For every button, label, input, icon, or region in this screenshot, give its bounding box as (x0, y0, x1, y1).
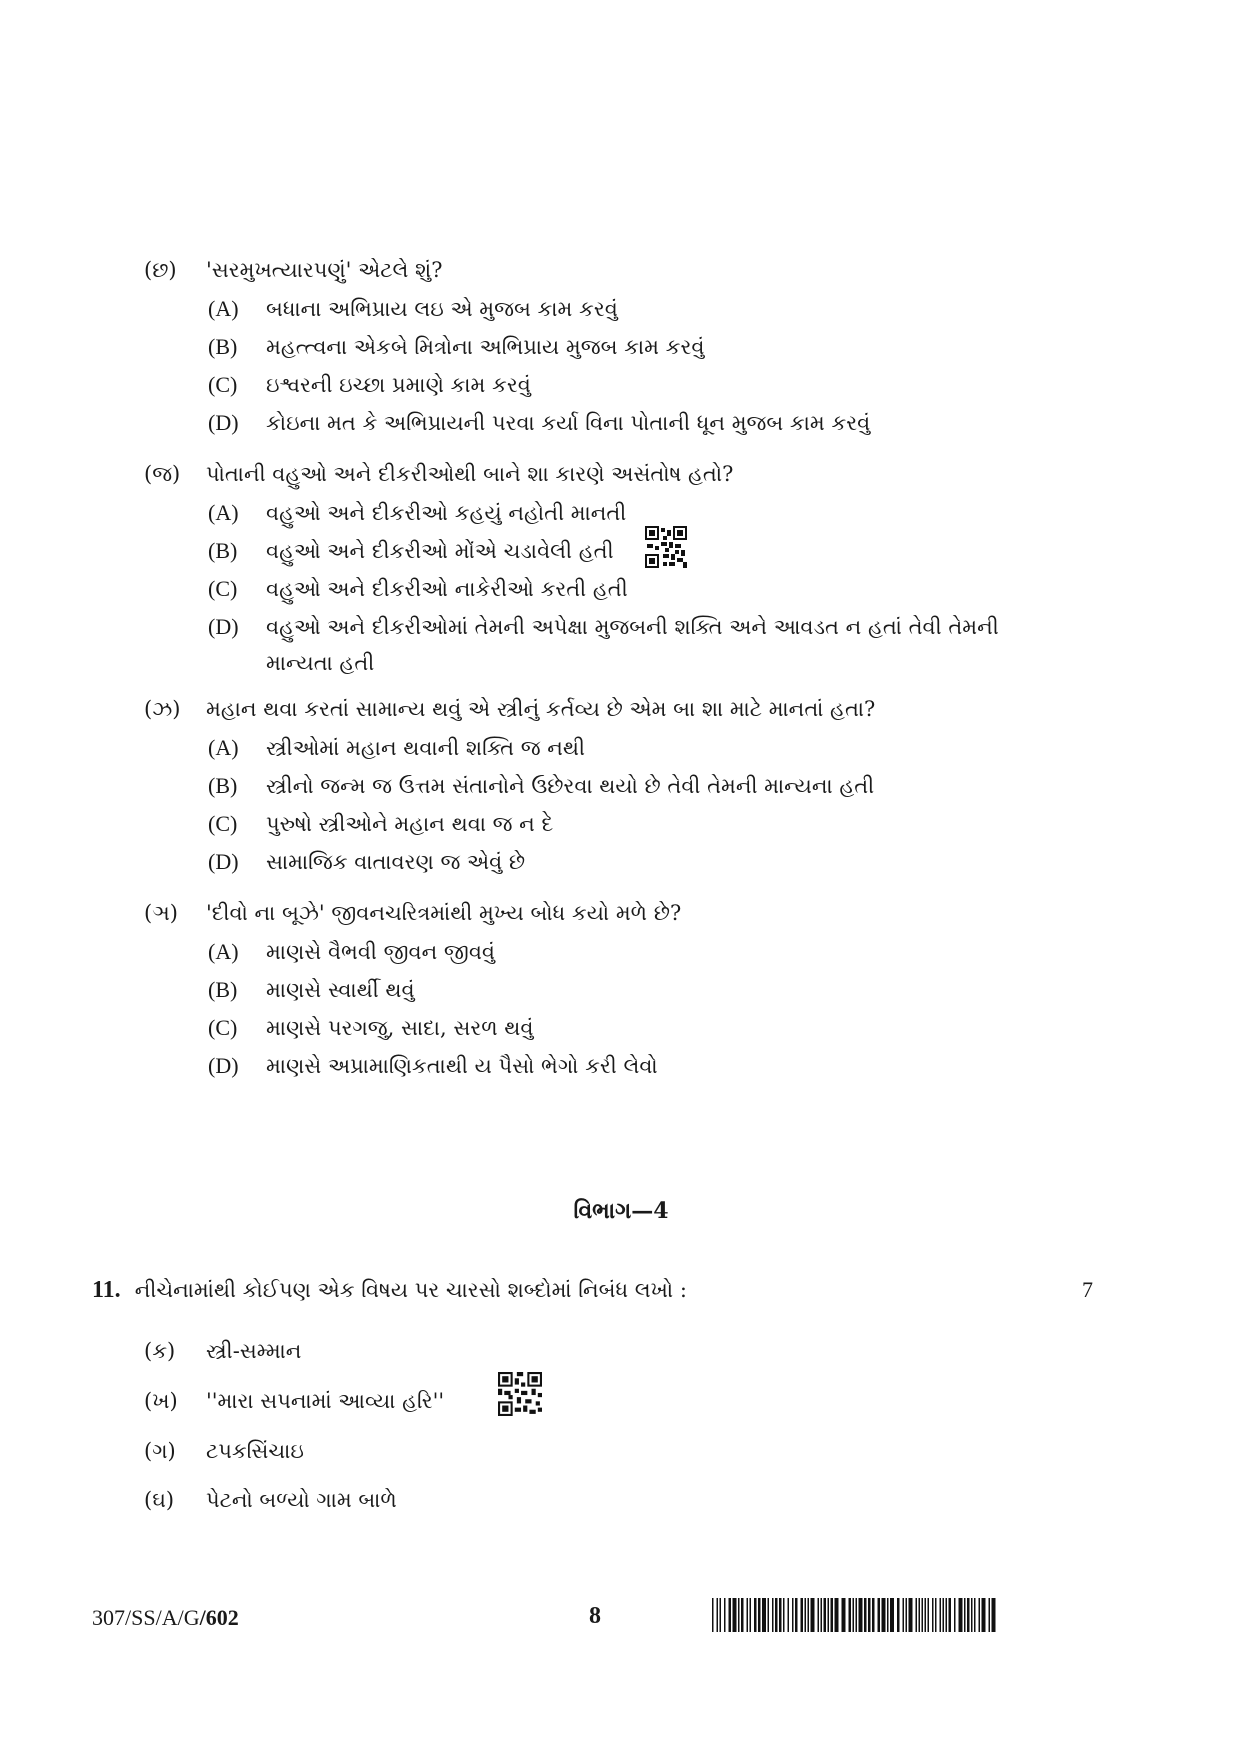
question-nya (144, 899, 681, 927)
option-label: (A) (208, 296, 239, 321)
topic-text: પેટનો બળ્યો ગામ બાળે (206, 1488, 397, 1512)
essay-topic (144, 1339, 301, 1364)
question-number: 11. (92, 1277, 121, 1303)
essay-topic (144, 1488, 397, 1513)
option-text: માણસે વૈભવી જીવન જીવવું (266, 940, 495, 964)
option-label: (A) (208, 939, 239, 964)
option-text: પુરુષો સ્ત્રીઓને મહાન થવા જ ન દે (266, 812, 554, 836)
barcode-icon (712, 1598, 998, 1632)
question-ja (144, 460, 733, 488)
option-text: માણસે અપ્રામાણિકતાથી ય પૈસો ભેગો કરી લેવો (266, 1054, 658, 1078)
question-text: પોતાની વહુઓ અને દીકરીઓથી બાને શા કારણે અસંતોષ હતો? (206, 462, 734, 486)
question-text: 'દીવો ના બૂઝે' જીવનચરિત્રમાંથી મુખ્ય બોધ કયો મળે છે? (206, 901, 682, 925)
section-heading: વિભાગ—4 (573, 1198, 669, 1224)
marks: 7 (1082, 1277, 1093, 1302)
option-text: સામાજિક વાતાવરણ જ એવું છે (266, 850, 526, 874)
option-text: વહુઓ અને દીકરીઓ નાકેરીઓ કરતી હતી (266, 577, 628, 601)
question-text: મહાન થવા કરતાં સામાન્ય થવું એ સ્ત્રીનું કર્તવ્ય છે એમ બા શા માટે માનતાં હતા? (206, 697, 876, 721)
question-11 (92, 1277, 687, 1304)
page-number: 8 (589, 1603, 601, 1629)
option-text: માણસે પરગજુ, સાદા, સરળ થવું (266, 1016, 534, 1040)
option-label: (C) (208, 372, 238, 397)
paper-code-suffix: /602 (199, 1605, 239, 1630)
option-label: (B) (208, 334, 238, 359)
topic-label: (ક) (144, 1339, 176, 1363)
topic-text: સ્ત્રી-સમ્માન (206, 1339, 302, 1363)
option-label: (C) (208, 576, 238, 601)
option-text: માણસે સ્વાર્થી થવું (266, 978, 415, 1002)
option-label: (D) (208, 849, 239, 874)
question-chh (144, 256, 442, 284)
option-text: મહત્ત્વના એકબે મિત્રોના અભિપ્રાય મુજબ કામ કરવું (266, 335, 705, 359)
question-text: 'સરમુખત્યારપણું' એટલે શું? (206, 258, 443, 282)
option-text: સ્ત્રીનો જન્મ જ ઉત્તમ સંતાનોને ઉછેરવા થયો છે તેવી તેમની માન્યના હતી (266, 774, 875, 798)
option-label: (B) (208, 538, 238, 563)
qr-code-icon (498, 1372, 542, 1416)
option-text: કોઇના મત કે અભિપ્રાયની પરવા કર્યા વિના પોતાની ધૂન મુજબ કામ કરવું (266, 411, 871, 435)
option-label: (D) (208, 614, 239, 639)
option-text: વહુઓ અને દીકરીઓ કહયું નહોતી માનતી (266, 501, 627, 525)
topic-label: (ઘ) (144, 1488, 175, 1512)
question-label: (જ) (144, 462, 181, 486)
option-text: સ્ત્રીઓમાં મહાન થવાની શક્તિ જ નથી (266, 736, 585, 760)
topic-label: (ખ) (144, 1389, 178, 1413)
option-label: (A) (208, 735, 239, 760)
essay-topic (144, 1439, 304, 1464)
essay-topic (144, 1389, 444, 1414)
question-label: (છ) (144, 258, 177, 282)
option-label: (B) (208, 977, 238, 1002)
question-label: (ઞ) (144, 901, 178, 925)
option-label: (C) (208, 1015, 238, 1040)
question-label: (ઝ) (144, 697, 181, 721)
option-label: (A) (208, 500, 239, 525)
question-jha (144, 695, 875, 723)
topic-label: (ગ) (144, 1439, 176, 1463)
option-label: (D) (208, 1053, 239, 1078)
option-label: (D) (208, 410, 239, 435)
paper-code-prefix: 307/SS/A/G (92, 1605, 200, 1630)
option-text: વહુઓ અને દીકરીઓ મોંએ ચડાવેલી હતી (266, 539, 614, 563)
qr-code-icon (645, 526, 687, 568)
option-label: (B) (208, 773, 238, 798)
option-label: (C) (208, 811, 238, 836)
option-text: વહુઓ અને દીકરીઓમાં તેમની અપેક્ષા મુજબની શક્તિ અને આવડત ન હતાં તેવી તેમની માન્યતા હતી (266, 615, 999, 675)
topic-text: ટપકસિંચાઇ (206, 1439, 304, 1463)
question-text: નીચેનામાંથી કોઈપણ એક વિષય પર ચારસો શબ્દોમાં નિબંધ લખો : (134, 1278, 687, 1302)
option-text: ઇશ્વરની ઇચ્છા પ્રમાણે કામ કરવું (266, 373, 531, 397)
option-text: બધાના અભિપ્રાય લઇ એ મુજબ કામ કરવું (266, 297, 618, 321)
topic-text: ''મારા સપનામાં આવ્યા હરિ'' (206, 1389, 445, 1413)
